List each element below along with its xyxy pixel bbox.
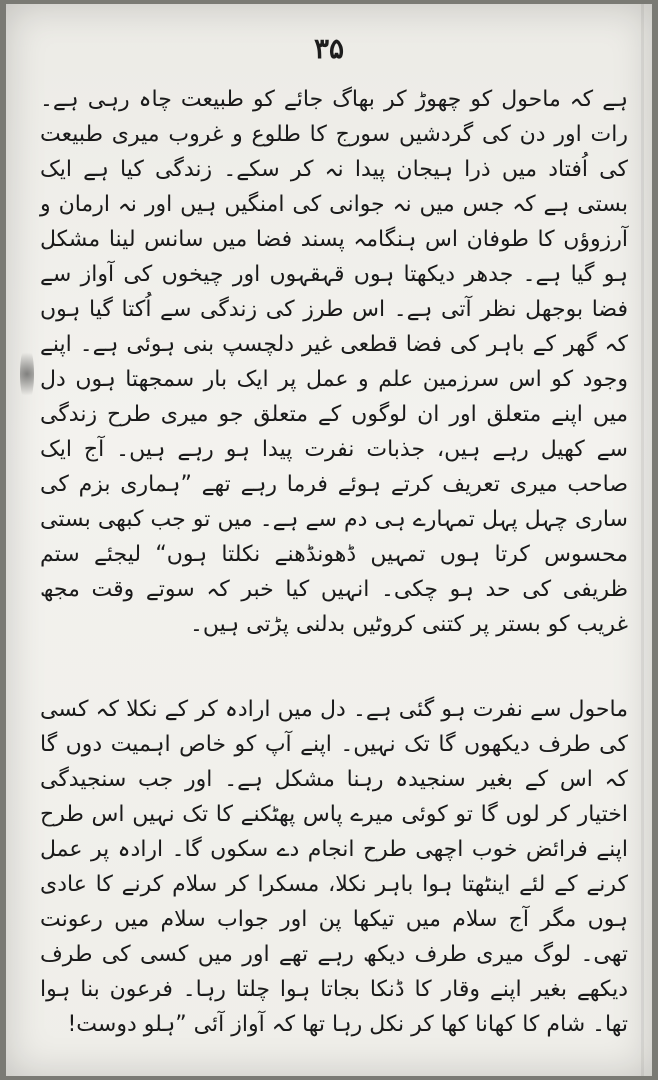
page-number: ۳۵ bbox=[313, 32, 345, 65]
paragraph-1: ہے کہ ماحول کو چھوڑ کر بھاگ جائے کو طبیعت چاہ رہی ہے۔ رات اور دن کی گردشیں سورج کا طلوع و غروب میری طبیعت کی اُفتاد میں ذرا ہیجان پیدا نہ کر سکے۔ زندگی کیا ہے ایک بستی ہے کہ جس میں نہ جوانی کی امنگیں ہیں اور نہ ارمان و آرزوؤں کا طوفان اس ہنگامہ پسند فضا میں سانس لینا مشکل ہو گیا ہے۔ جدھر دیکھتا ہوں قہقہوں اور چیخوں کی آواز سے فضا بوجھل نظر آتی ہے۔ اس طرز کی زندگی سے اُکتا گیا ہوں کہ گھر کے باہر کی فضا قطعی غیر دلچسپ بنی ہوئی ہے۔ اپنے وجود کو اس سرزمین علم و عمل پر ایک بار سمجھتا ہوں دل میں اپنے متعلق اور ان لوگوں کے متعلق جو میری طرح زندگی سے کھیل رہے ہیں، جذبات نفرت پیدا ہو رہے ہیں۔ آج ایک صاحب میری تعریف کرتے ہوئے فرما رہے تھے ”ہماری بزم کی ساری چہل پہل تمہارے ہی دم سے ہے۔ میں تو جب کبھی بستی محسوس کرتا ہوں تمہیں ڈھونڈھنے نکلتا ہوں“ لیجئے ستم ظریفی کی حد ہو چکی۔ انہیں کیا خبر کہ سوتے وقت مجھ غریب کو بستر پر کتنی کروٹیں بدلنی پڑتی ہیں۔ bbox=[40, 87, 628, 637]
ink-blot bbox=[20, 344, 34, 404]
page-crease bbox=[641, 4, 644, 1076]
book-page bbox=[6, 4, 652, 1076]
paragraph-2: ماحول سے نفرت ہو گئی ہے۔ دل میں ارادہ کر کے نکلا کہ کسی کی طرف دیکھوں گا تک نہیں۔ اپنے آپ کو خاص اہمیت دوں گا کہ اس کے بغیر سنجیدہ رہنا مشکل ہے۔ اور جب سنجیدگی اختیار کر لوں گا تو کوئی میرے پاس پھٹکنے کا تک نہیں اس طرح اپنے فرائض خوب اچھی طرح انجام دے سکوں گا۔ ارادہ پر عمل کرنے کے لئے اینٹھتا ہوا باہر نکلا، مسکرا کر سلام کرنے کا عادی ہوں مگر آج سلام میں تیکھا پن اور جواب سلام میں رعونت تھی۔ لوگ میری طرف دیکھ رہے تھے اور میں کسی کی طرف دیکھے بغیر اپنے وقار کا ڈنکا بجاتا ہوا چلتا رہا۔ فرعون بنا ہوا تھا۔ شام کا کھانا کھا کر نکل رہا تھا کہ آواز آئی ”ہلو دوست! bbox=[40, 697, 628, 1037]
